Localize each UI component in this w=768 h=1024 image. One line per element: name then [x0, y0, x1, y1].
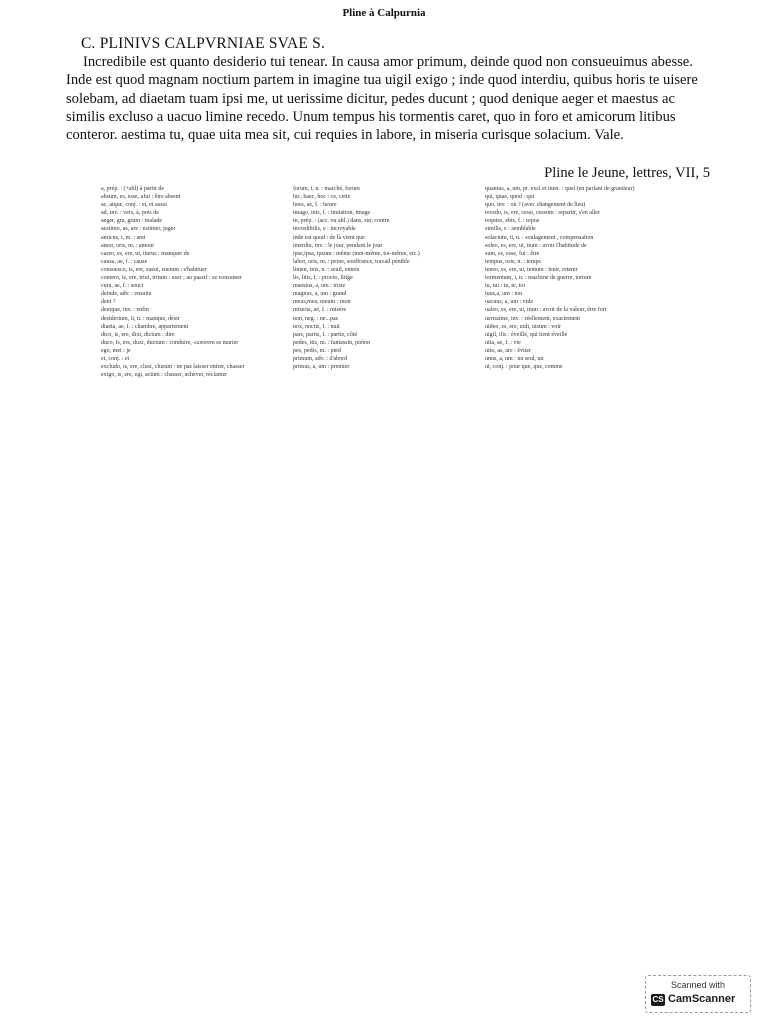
vocabulary-entry: ad, inv. : vers, à, près de	[101, 210, 159, 217]
vocabulary-entry: soleo, es, ere, ui, itum : avoir l'habitude de	[485, 242, 587, 249]
vocabulary-entry: miseria, ae, f. : misère	[293, 307, 347, 314]
vocabulary-entry: ut, conj. : pour que, que, comme	[485, 364, 563, 371]
vocabulary-entry: consuesco, is, ere, sueui, suetum : s'habituer	[101, 266, 207, 273]
vocabulary-entry: imago, inis, f. : imitation, image	[293, 210, 371, 217]
vocabulary-entry: absum, es, esse, afui : être absent	[101, 194, 181, 201]
vocabulary-entry: et, conj. : et	[101, 355, 130, 362]
vocabulary-entry: sum, es, esse, fui : être	[485, 250, 540, 257]
vocabulary-entry: uito, as, are : éviter	[485, 347, 531, 354]
vocabulary-entry: in, prép. : (acc. ou abl.) dans, sur, contre	[293, 218, 390, 225]
vocabulary-entry: uigil, ilis : éveillé, qui tient éveillé	[485, 331, 568, 338]
vocabulary-entry: deinde, adv. : ensuite	[101, 291, 152, 298]
vocabulary-entry: limen, inis, n. : seuil, entrée	[293, 266, 360, 273]
vocabulary-entry: unus, a, um : un seul, un	[485, 355, 544, 362]
vocabulary-entry: a, prép. : (+abl) à partir de	[101, 186, 165, 192]
vocabulary-entry: quo, inv. : où ? (avec changement de lieu)	[485, 202, 586, 209]
camscanner-logo-icon: CS	[652, 995, 664, 1004]
scanned-with-label: Scanned with	[670, 980, 726, 990]
vocabulary-entry: amicus, i, m. : ami	[101, 234, 146, 241]
vocabulary-entry: pars, partis, f. : partie, côté	[293, 331, 358, 338]
vocabulary-entry: magnus, a, um : grand	[293, 291, 347, 298]
letter-source: Pline le Jeune, lettres, VII, 5	[544, 165, 710, 181]
vocabulary-entry: hora, ae, f. : heure	[293, 202, 337, 209]
vocabulary-entry: maestus, a, um : triste	[293, 283, 346, 290]
vocabulary-entry: amor, oris, m. : amour	[101, 242, 155, 249]
camscanner-brand: CamScanner	[668, 993, 736, 1005]
vocabulary-column-2	[293, 185, 475, 371]
vocabulary-entry: desiderium, ii, n. : manque, désir	[101, 315, 180, 322]
vocabulary-entry: excludo, is, ere, clusi, clusum : ne pas laisser entrer, chasser	[101, 364, 245, 371]
vocabulary-entry: ego, mei : je	[101, 347, 131, 354]
vocabulary-entry: inde est quod : de là vient que	[293, 234, 365, 241]
vocabulary-entry: teneo, es, ere, ui, tentum : tenir, retenir	[485, 266, 578, 273]
vocabulary-entry: primum, adv. : d'abord	[293, 355, 348, 362]
vocabulary-entry: ac, atque, conj. : et, et aussi	[101, 202, 167, 209]
vocabulary-entry: nox, noctis, f. : nuit	[293, 323, 340, 330]
page-title: Pline à Calpurnia	[342, 7, 426, 19]
vocabulary-entry: ipse,ipsa, ipsum : même (moi-même, toi-même, etc.)	[293, 250, 420, 257]
vocabulary-entry: deni ?	[101, 299, 116, 306]
vocabulary-entry: quantus, a, um, pr. excl et inter. : quel (en parlant de grandeur)	[485, 186, 635, 192]
vocabulary-entry: tu, tui : tu, te, toi	[485, 283, 525, 290]
vocabulary-entry: aeger, gra, grum : malade	[101, 218, 163, 225]
vocabulary-entry: incredibilis, e : incroyable	[293, 226, 356, 233]
vocabulary-entry: hic, haec, hoc : ce, cette	[293, 194, 351, 201]
letter-body: Incredibile est quanto desiderio tui tenear. In causa amor primum, deinde quod non consueuimus abesse. Inde est quod magnam noctium partem in imagine tua uigil exigo ; inde quod interdiu, quibus horis te uisere solebam, ad diaetam tuam ipsi me, ut uerissime dicitur, pedes ducunt ; quod denique aeger et maestus ac similis excluso a uacuo limine recedo. Unum tempus his tormentis caret, quo in foro et amicorum litibus conteror. aestima tu, quae uita mea sit, cui requies in labore, in miseria curisque solacium. Vale.	[66, 54, 698, 144]
vocabulary-entry: requies, ebis, f. : repos	[485, 218, 540, 225]
vocabulary-entry: forum, i, n. : marché, forum	[293, 186, 360, 192]
vocabulary-entry: uideo, es, ere, uidi, uisum : voir	[485, 323, 561, 330]
vocabulary-entry: duco, is, ere, duxi, ductum : conduire, «uxorem se marier	[101, 339, 239, 346]
vocabulary-entry: causa, ae, f. : cause	[101, 258, 148, 265]
vocabulary-entry: tempus, oris, n. : temps	[485, 258, 541, 265]
vocabulary-entry: meus,mea, meum : mon	[293, 299, 351, 306]
vocabulary-entry: tuus,a, um : ton	[485, 291, 523, 298]
vocabulary-entry: recedo, is, ere, cessi, cessum : repartir, s'en aller	[485, 210, 600, 217]
vocabulary-entry: aestimo, as, are : estimer, juger	[101, 226, 176, 233]
vocabulary-entry: careo, es, ere, ui, iturus : manquer de	[101, 250, 190, 257]
vocabulary-entry: labor, oris, m. : peine, souffrance, travail pénible	[293, 258, 410, 265]
vocabulary-entry: tormentum, i, n. : machine de guerre, torture	[485, 275, 592, 282]
vocabulary-entry: dico, is, ere, dixi, dictum : dire	[101, 331, 175, 338]
vocabulary-entry: non, neg. : ne...pas	[293, 315, 338, 322]
vocabulary-column-3	[485, 185, 667, 371]
vocabulary-entry: uacuus, a, um : vide	[485, 299, 533, 306]
vocabulary-entry: similis, e : semblable	[485, 226, 536, 233]
vocabulary-entry: cura, ae, f. : souci	[101, 283, 144, 290]
vocabulary-entry: uerissime, inv. : réellement, exactement	[485, 315, 581, 322]
vocabulary-column-1	[101, 185, 283, 379]
vocabulary-entry: interdiu, inv. : le jour, pendant le jour	[293, 242, 383, 249]
vocabulary-entry: pes, pedis, m. : pied	[293, 347, 341, 354]
vocabulary-entry: ualeo, es, ere, ui, itum : avoir de la valeur, être fort	[485, 307, 607, 314]
vocabulary-entry: pedes, itis, m. : fantassin, piéton	[293, 339, 371, 346]
letter-heading: C. PLINIVS CALPVRNIAE SVAE S.	[81, 35, 326, 52]
vocabulary-entry: lis, litis, f. : procès, litige	[293, 275, 353, 282]
vocabulary-entry: contero, is, ere, triui, tritum : user ; au passif : se consumer	[101, 275, 242, 282]
vocabulary-entry: qui, quae, quod : qui	[485, 194, 535, 201]
vocabulary-entry: primus, a, um : premier	[293, 364, 350, 371]
vocabulary-entry: uita, ae, f. : vie	[485, 339, 521, 346]
vocabulary-entry: denique, inv. : enfin	[101, 307, 149, 314]
vocabulary-entry: diaeta, ae, f. : chambre, appartement	[101, 323, 189, 330]
vocabulary-entry: solacium, ii, n. : soulagement , compensation	[485, 234, 594, 241]
camscanner-watermark	[645, 975, 751, 1013]
vocabulary-entry: exigo, is, ere, egi, actum : chasser, achever, réclamer	[101, 372, 228, 379]
